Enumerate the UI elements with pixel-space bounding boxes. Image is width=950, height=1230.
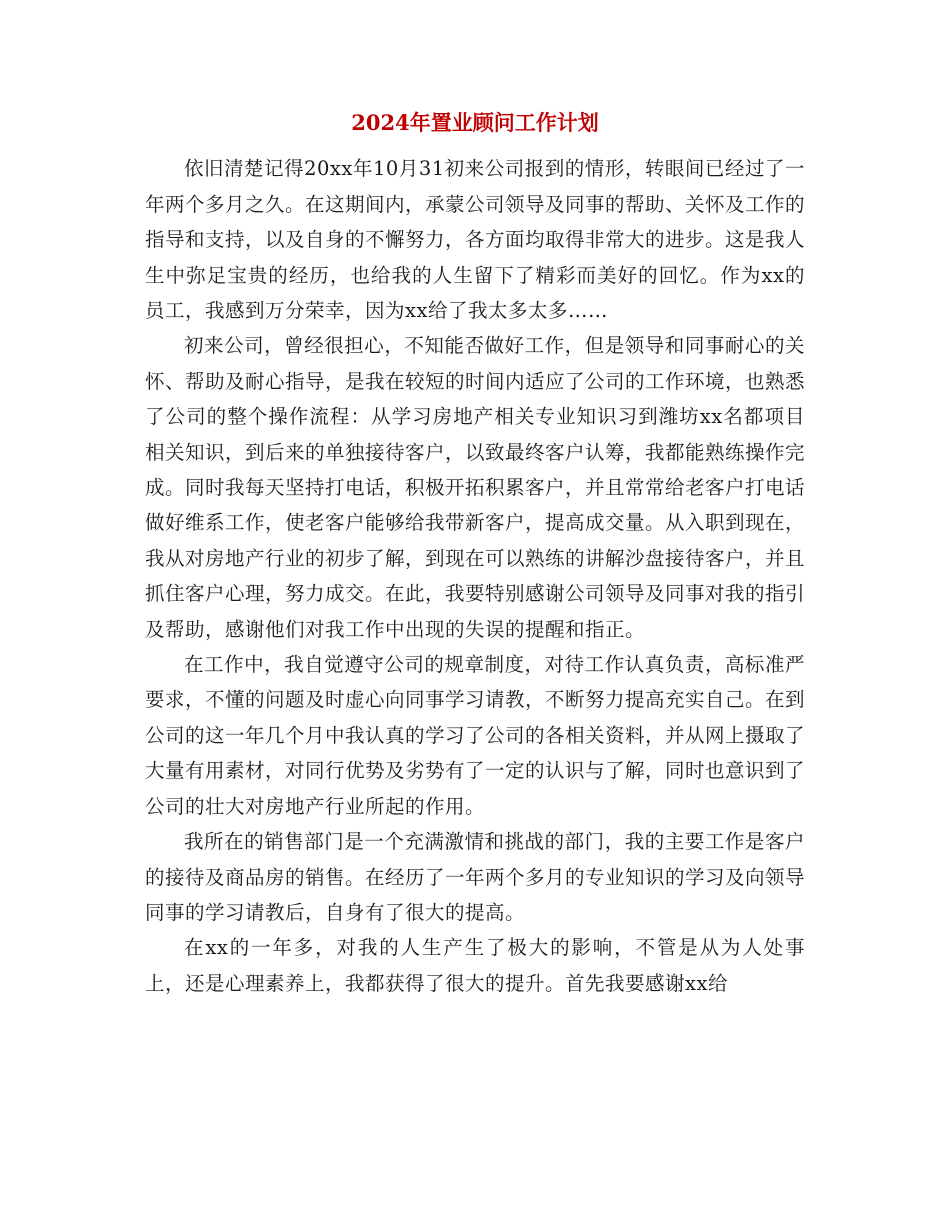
document-page — [145, 108, 805, 1001]
paragraph-5: 在xx的一年多，对我的人生产生了极大的影响，不管是从为人处事上，还是心理素养上，我都获得了很大的提升。首先我要感谢xx给 — [145, 936, 805, 995]
document-title: 2024年置业顾问工作计划 — [351, 110, 599, 135]
paragraph-2: 初来公司，曾经很担心，不知能否做好工作，但是领导和同事耐心的关怀、帮助及耐心指导，是我在较短的时间内适应了公司的工作环境，也熟悉了公司的整个操作流程：从学习房地产相关专业知识习到潍坊xx名都项目相关知识，到后来的单独接待客户，以致最终客户认筹，我都能熟练操作完成。同时我每天坚持打电话，积极开拓积累客户，并且常常给老客户打电话做好维系工作，使老客户能够给我带新客户，提高成交量。从入职到现在，我从对房地产行业的初步了解，到现在可以熟练的讲解沙盘接待客户，并且抓住客户心理，努力成交。在此，我要特别感谢公司领导及同事对我的指引及帮助，感谢他们对我工作中出现的失误的提醒和指正。 — [145, 334, 806, 641]
paragraph-1: 依旧清楚记得20xx年10月31初来公司报到的情形，转眼间已经过了一年两个多月之久。在这期间内，承蒙公司领导及同事的帮助、关怀及工作的指导和支持，以及自身的不懈努力，各方面均取得非常大的进步。这是我人生中弥足宝贵的经历，也给我的人生留下了精彩而美好的回忆。作为xx的员工，我感到万分荣幸，因为xx给了我太多太多…… — [145, 157, 806, 323]
paragraph-4: 我所在的销售部门是一个充满激情和挑战的部门，我的主要工作是客户的接待及商品房的销售。在经历了一年两个多月的专业知识的学习及向领导同事的学习请教后，自身有了很大的提高。 — [145, 830, 806, 924]
paragraph-3: 在工作中，我自觉遵守公司的规章制度，对待工作认真负责，高标准严要求，不懂的问题及时虚心向同事学习请教，不断努力提高充实自己。在到公司的这一年几个月中我认真的学习了公司的各相关资料，并从网上摄取了大量有用素材，对同行优势及劣势有了一定的认识与了解，同时也意识到了公司的壮大对房地产行业所起的作用。 — [145, 653, 806, 818]
